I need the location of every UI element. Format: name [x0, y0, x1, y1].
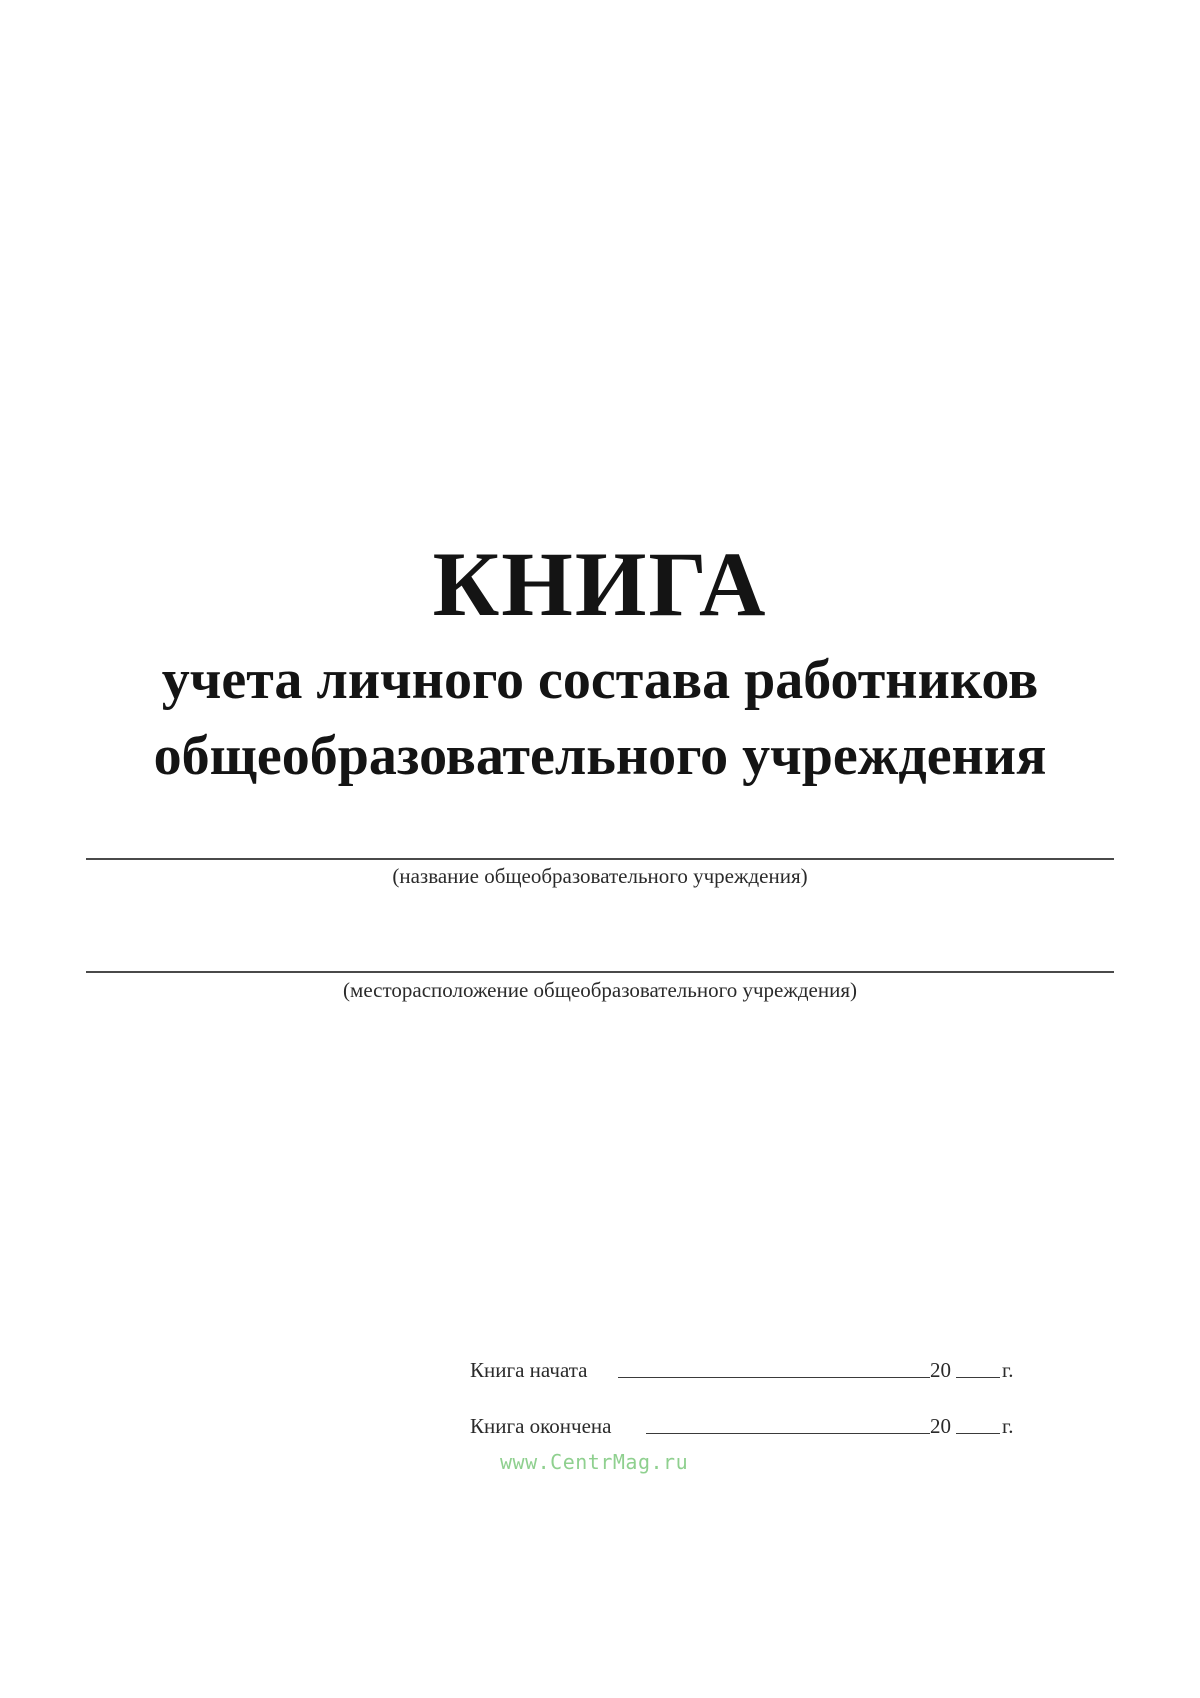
book-finished-date-blank[interactable] — [646, 1433, 930, 1434]
book-finished-year-blank[interactable] — [956, 1433, 1000, 1434]
book-started-year-blank[interactable] — [956, 1377, 1000, 1378]
watermark-text: www.CentrMag.ru — [500, 1450, 689, 1474]
book-started-year-suffix: г. — [1002, 1358, 1014, 1382]
institution-name-caption: (название общеобразовательного учреждения) — [392, 864, 808, 888]
institution-location-blank-line[interactable] — [86, 971, 1114, 973]
book-started-label: Книга начата — [470, 1358, 588, 1382]
institution-name-blank-line[interactable] — [86, 858, 1114, 860]
book-started-year-prefix: 20 — [930, 1358, 951, 1382]
document-subtitle-line2: общеобразовательного учреждения — [153, 725, 1047, 787]
institution-location-caption: (месторасположение общеобразовательного учреждения) — [343, 978, 857, 1002]
document-title: КНИГА — [432, 533, 768, 635]
book-finished-year-prefix: 20 — [930, 1414, 951, 1438]
book-finished-year-suffix: г. — [1002, 1414, 1014, 1438]
document-subtitle-line1: учета личного состава работников — [161, 649, 1039, 711]
book-finished-label: Книга окончена — [470, 1414, 612, 1438]
book-started-date-blank[interactable] — [618, 1377, 930, 1378]
